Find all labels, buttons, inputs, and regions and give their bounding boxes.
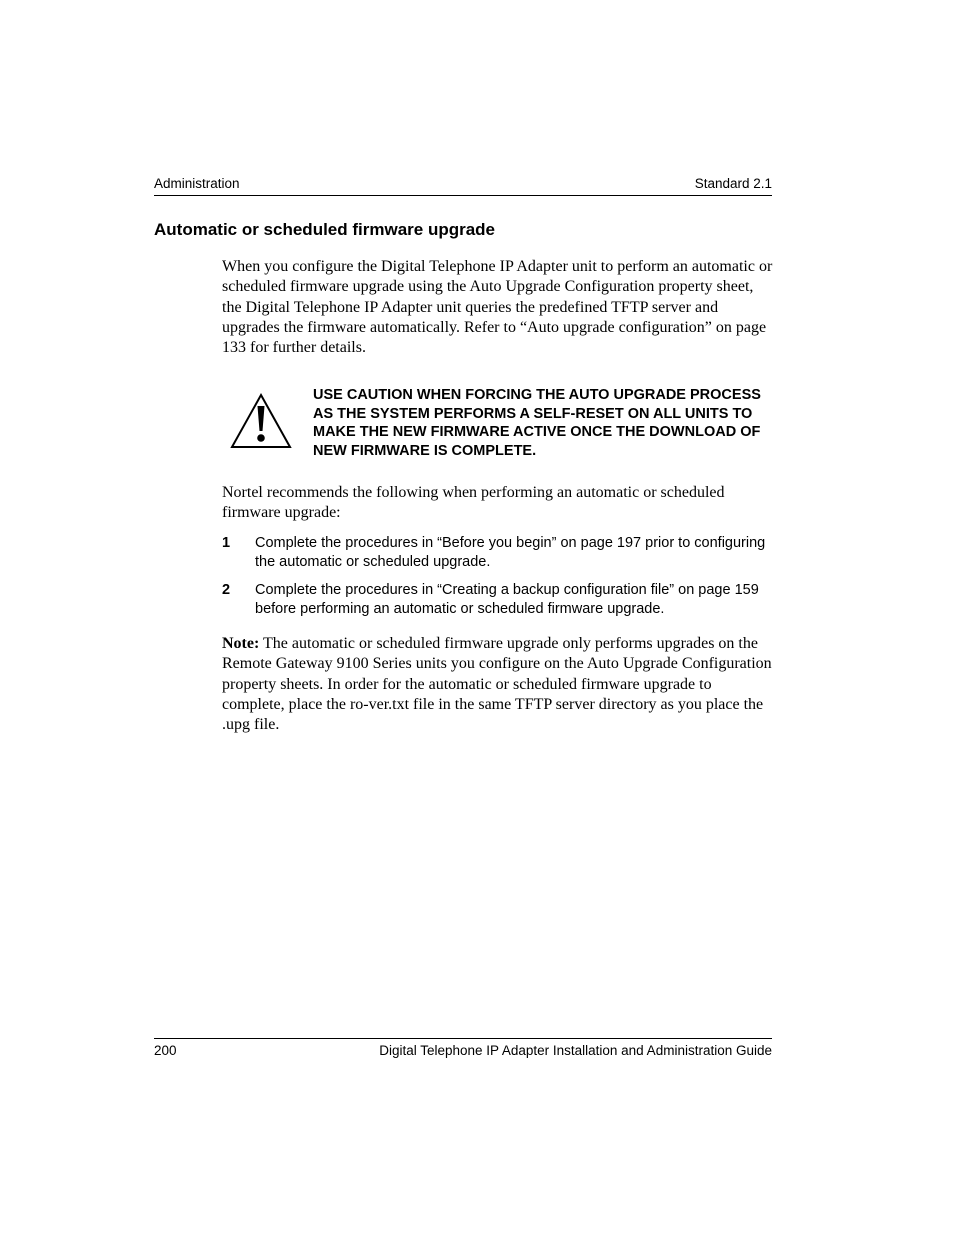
step-number: 1 [222,535,231,551]
list-item [222,581,774,618]
note-paragraph [222,634,774,735]
intro-paragraph: When you configure the Digital Telephone IP Adapter unit to perform an automatic or scheduled firmware upgrade using the Auto Upgrade Configuration property sheet, the Digital Telephone IP Adapter unit queries the predefined TFTP server and upgrades the firmware automatically. Refer to “Auto upgrade configuration” on page 133 for further details. [222,258,773,357]
caution-triangle-icon [229,392,293,450]
procedure-steps [222,534,774,628]
note-text: The automatic or scheduled firmware upgrade only performs upgrades on the Remote Gateway 9100 Series units you configure on the Auto Upgrade Configuration property sheets. In order for the automatic or scheduled firmware upgrade to complete, place the ro-ver.txt file in the same TFTP server directory as you place the .upg file. [222,635,772,734]
caution-message: USE CAUTION WHEN FORCING THE AUTO UPGRADE PROCESS AS THE SYSTEM PERFORMS A SELF-RESET ON ALL UNITS TO MAKE THE NEW FIRMWARE ACTIVE ONCE THE DOWNLOAD OF NEW FIRMWARE IS COMPLETE. [313,387,761,460]
step-text: Complete the procedures in “Creating a backup configuration file” on page 159 before performing an automatic or scheduled firmware upgrade. [255,581,759,617]
note-label: Note: [222,635,260,652]
header-standard-version: Standard 2.1 [694,176,772,191]
header-section-name: Administration [154,176,240,191]
page-header [154,174,772,196]
step-text: Complete the procedures in “Before you begin” on page 197 prior to configuring the automatic or scheduled upgrade. [255,535,766,570]
list-item [222,534,774,571]
section-title: Automatic or scheduled firmware upgrade [154,220,496,239]
step-number: 2 [222,581,231,598]
page-footer [154,1038,772,1063]
recommendation-paragraph: Nortel recommends the following when performing an automatic or scheduled firmware upgrade: [222,484,725,522]
guide-title: Digital Telephone IP Adapter Installation and Administration Guide [379,1043,772,1058]
page-number: 200 [154,1043,177,1058]
